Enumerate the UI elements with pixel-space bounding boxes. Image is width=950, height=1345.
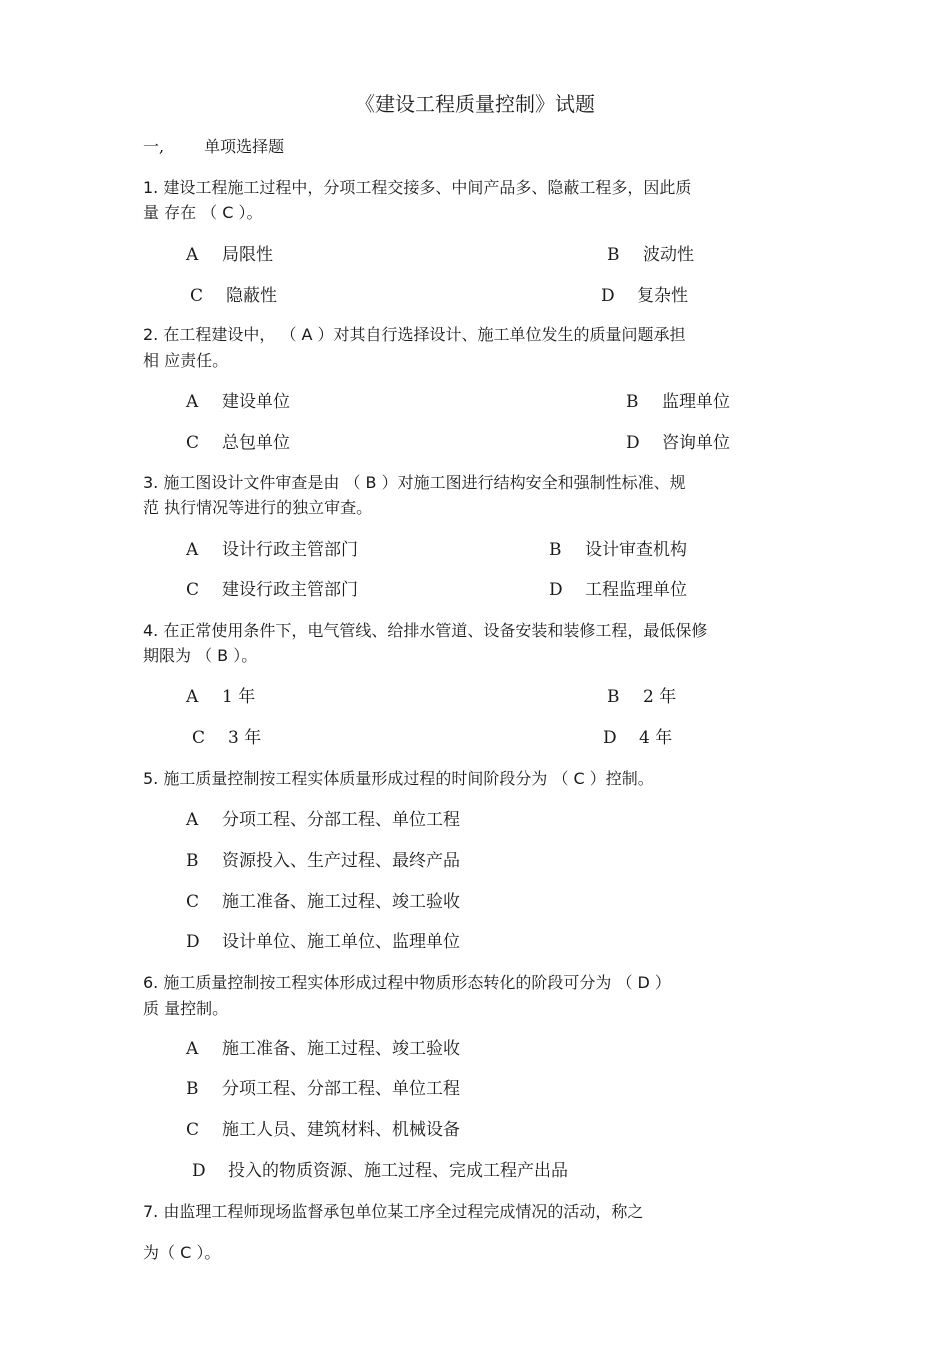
- option-letter: A: [186, 687, 199, 707]
- q2-option-c: [186, 428, 290, 453]
- option-text: 局限性: [222, 245, 273, 265]
- question-7-line-1: 7. 由监理工程师现场监督承包单位某工序全过程完成情况的活动，称之: [143, 1202, 644, 1221]
- option-text: 设计行政主管部门: [222, 540, 358, 560]
- option-letter: C: [186, 892, 200, 912]
- option-text: 分项工程、分部工程、单位工程: [222, 1079, 460, 1099]
- q6-option-a: [186, 1034, 460, 1059]
- option-text: 投入的物质资源、施工过程、完成工程产出品: [228, 1161, 568, 1181]
- question-3-line-2: 范 执行情况等进行的独立审查。: [143, 498, 373, 517]
- option-text: 总包单位: [222, 433, 290, 453]
- option-text: 施工人员、建筑材料、机械设备: [222, 1120, 460, 1140]
- question-1-line-2: 量 存在 （ C ）。: [143, 203, 263, 222]
- question-7-line-2: 为（ C ）。: [143, 1243, 221, 1262]
- question-2-line-2: 相 应责任。: [143, 351, 229, 370]
- option-letter: A: [186, 540, 199, 560]
- question-6-line-1: 6. 施工质量控制按工程实体形成过程中物质形态转化的阶段可分为 （ D ）: [143, 973, 671, 992]
- option-text: 设计审查机构: [585, 540, 687, 560]
- option-text: 施工准备、施工过程、竣工验收: [222, 1039, 460, 1059]
- option-text: 工程监理单位: [585, 580, 687, 600]
- q1-option-d: [601, 281, 688, 306]
- q6-option-d: [192, 1156, 568, 1181]
- q1-option-c: [190, 281, 277, 306]
- q2-option-a: [186, 387, 290, 412]
- q1-option-b: [607, 240, 694, 265]
- option-text: 波动性: [643, 245, 694, 265]
- option-letter: A: [186, 810, 199, 830]
- question-3-line-1: 3. 施工图设计文件审查是由 （ B ）对施工图进行结构安全和强制性标准、规: [143, 473, 686, 492]
- option-text: 监理单位: [662, 392, 730, 412]
- option-letter: D: [186, 932, 200, 952]
- question-4-line-2: 期限为 （ B ）。: [143, 646, 258, 665]
- option-text: 复杂性: [637, 286, 688, 306]
- q6-option-b: [186, 1074, 460, 1099]
- option-letter: B: [607, 245, 620, 265]
- q4-option-b: [607, 682, 676, 707]
- q4-option-c: [192, 723, 261, 748]
- q5-option-b: [186, 846, 460, 871]
- option-letter: B: [186, 851, 199, 871]
- question-5-line-1: 5. 施工质量控制按工程实体质量形成过程的时间阶段分为 （ C ）控制。: [143, 769, 654, 788]
- option-text: 设计单位、施工单位、监理单位: [222, 932, 460, 952]
- option-text: 4 年: [639, 728, 673, 748]
- q3-option-d: [549, 575, 687, 600]
- question-2-line-1: 2. 在工程建设中， （ A ）对其自行选择设计、施工单位发生的质量问题承担: [143, 325, 686, 344]
- option-letter: A: [186, 392, 199, 412]
- section-number: 一,: [143, 137, 165, 156]
- option-letter: C: [192, 728, 206, 748]
- section-label: 单项选择题: [204, 137, 285, 156]
- q2-option-d: [626, 428, 730, 453]
- question-6-line-2: 质 量控制。: [143, 999, 229, 1018]
- option-letter: D: [549, 580, 563, 600]
- option-text: 1 年: [222, 687, 256, 707]
- option-letter: C: [186, 1120, 200, 1140]
- option-letter: B: [186, 1079, 199, 1099]
- q5-option-a: [186, 805, 460, 830]
- document-title: 《建设工程质量控制》试题: [355, 92, 595, 116]
- option-text: 施工准备、施工过程、竣工验收: [222, 892, 460, 912]
- option-text: 建设单位: [222, 392, 290, 412]
- q5-option-d: [186, 927, 460, 952]
- option-text: 分项工程、分部工程、单位工程: [222, 810, 460, 830]
- q3-option-a: [186, 535, 358, 560]
- option-letter: C: [186, 433, 200, 453]
- option-letter: C: [190, 286, 204, 306]
- option-letter: D: [192, 1161, 206, 1181]
- option-text: 资源投入、生产过程、最终产品: [222, 851, 460, 871]
- option-text: 隐蔽性: [226, 286, 277, 306]
- option-letter: C: [186, 580, 200, 600]
- question-4-line-1: 4. 在正常使用条件下，电气管线、给排水管道、设备安装和装修工程，最低保修: [143, 621, 708, 640]
- option-text: 咨询单位: [662, 433, 730, 453]
- option-letter: B: [607, 687, 620, 707]
- option-letter: B: [626, 392, 639, 412]
- option-letter: A: [186, 1039, 199, 1059]
- option-letter: B: [549, 540, 562, 560]
- q6-option-c: [186, 1115, 460, 1140]
- option-text: 建设行政主管部门: [222, 580, 358, 600]
- option-text: 3 年: [228, 728, 262, 748]
- section-heading: [143, 134, 284, 157]
- option-text: 2 年: [643, 687, 677, 707]
- q3-option-c: [186, 575, 358, 600]
- q4-option-d: [603, 723, 672, 748]
- q4-option-a: [186, 682, 255, 707]
- q3-option-b: [549, 535, 687, 560]
- option-letter: D: [601, 286, 615, 306]
- question-1-line-1: 1. 建设工程施工过程中，分项工程交接多、中间产品多、隐蔽工程多，因此质: [143, 178, 692, 197]
- q2-option-b: [626, 387, 730, 412]
- option-letter: D: [603, 728, 617, 748]
- option-letter: A: [186, 245, 199, 265]
- q1-option-a: [186, 240, 273, 265]
- option-letter: D: [626, 433, 640, 453]
- q5-option-c: [186, 887, 460, 912]
